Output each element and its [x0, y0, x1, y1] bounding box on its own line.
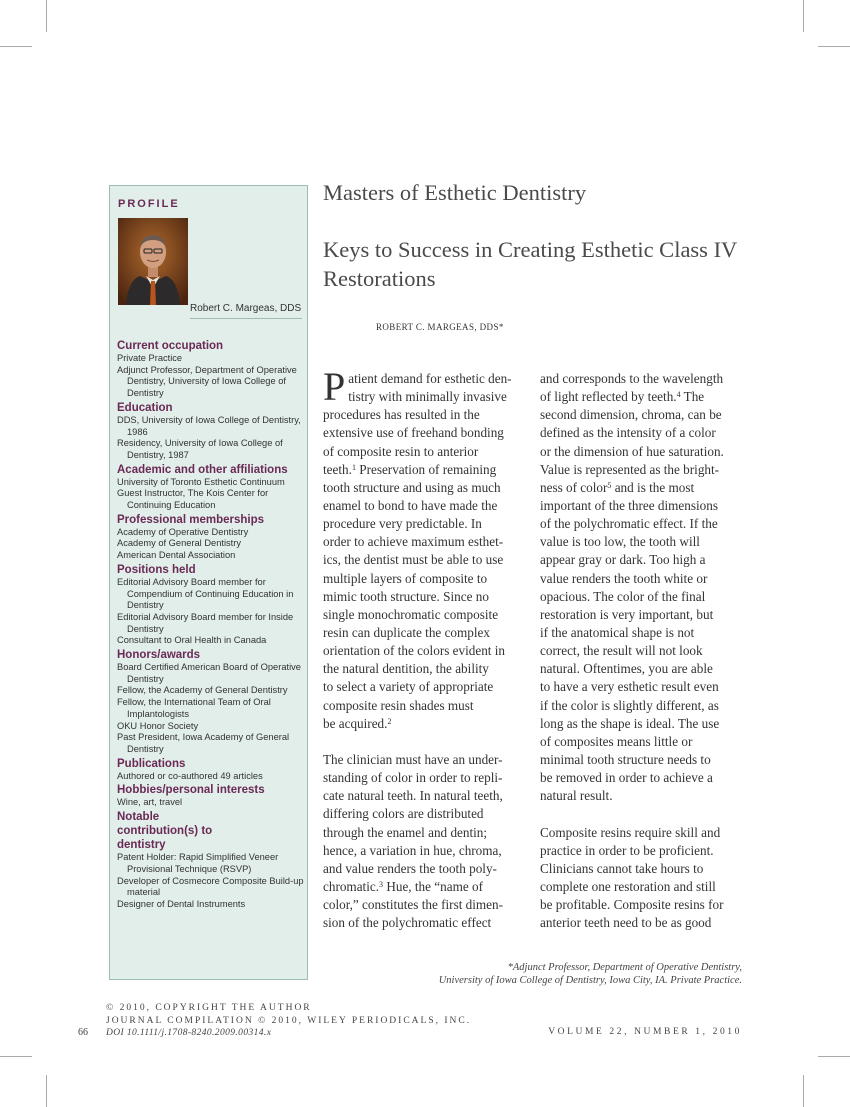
- profile-section: [117, 810, 305, 911]
- text-line: natural result.: [540, 788, 613, 804]
- text-line: practice in order to be proficient.: [540, 842, 714, 858]
- text-line: teeth.$^1$ Preservation of remaining: [323, 461, 497, 477]
- profile-section: [117, 463, 305, 512]
- section-heading: Publications: [117, 757, 186, 770]
- section-item: Residency, University of Iowa College of Dentistry, 1987: [117, 438, 283, 460]
- section-item: Editorial Advisory Board member for Compendium of Continuing Education in Dentistry: [117, 576, 294, 611]
- section-heading: Notable contribution(s) to dentistry: [117, 811, 213, 852]
- doi-line: DOI 10.1111/j.1708-8240.2009.00314.x: [106, 1028, 272, 1038]
- text-line: natural. Oftentimes, you are able: [540, 661, 713, 677]
- text-line: minimal tooth structure needs to: [540, 751, 711, 767]
- section-item: Designer of Dental Instruments: [117, 898, 246, 909]
- section-heading: Honors/awards: [117, 649, 201, 662]
- text-line: cate natural teeth. In natural teeth,: [323, 788, 503, 804]
- section-item: DDS, University of Iowa College of Dentistry, 1986: [117, 414, 301, 437]
- text-line: Composite resins require skill and: [540, 824, 721, 840]
- paragraph-gap: [323, 733, 523, 751]
- text-line: second dimension, chroma, can be: [540, 407, 722, 423]
- text-line: and value renders the tooth poly-: [323, 860, 497, 876]
- text-line: to have a very esthetic result even: [540, 679, 719, 695]
- page-number: 66: [78, 1027, 88, 1038]
- profile-sections: [117, 338, 305, 911]
- profile-section: [117, 339, 305, 400]
- series-title: Masters of Esthetic Dentistry: [323, 180, 587, 205]
- section-item: Developer of Cosmecore Composite Build-up material: [117, 875, 304, 898]
- profile-section: [117, 783, 305, 809]
- paragraph-gap: [540, 805, 740, 823]
- text-line: orientation of the colors evident in: [323, 643, 506, 659]
- crop-mark: [818, 46, 850, 47]
- text-line: opacious. The color of the final: [540, 588, 706, 604]
- text-line: composite resin shades must: [323, 697, 474, 713]
- section-item: University of Toronto Esthetic Continuum: [117, 476, 285, 487]
- crop-mark: [0, 1056, 32, 1057]
- profile-section: [117, 401, 305, 462]
- text-line: tistry with minimally invasive: [348, 389, 507, 405]
- section-item: Board Certified American Board of Operative Dentistry: [117, 662, 301, 684]
- section-item: Academy of General Dentistry: [117, 538, 242, 549]
- section-heading: Education: [117, 401, 173, 414]
- text-line: color,” constitutes the first dimen-: [323, 897, 504, 913]
- crop-mark: [0, 46, 32, 47]
- text-line: resin can duplicate the complex: [323, 624, 490, 640]
- text-line: be acquired.$^2$: [323, 715, 392, 731]
- section-item: Authored or co-authored 49 articles: [117, 770, 263, 781]
- section-heading: Current occupation: [117, 340, 224, 352]
- text-line: extensive use of freehand bonding: [323, 425, 504, 441]
- text-line: differing colors are distributed: [323, 806, 484, 822]
- section-heading: Professional memberships: [117, 513, 264, 526]
- compilation-line: JOURNAL COMPILATION © 2010, WILEY PERIODICALS, INC.: [106, 1015, 472, 1026]
- text-line: enamel to bond to have made the: [323, 497, 498, 513]
- text-line: The clinician must have an under-: [323, 751, 503, 767]
- section-item: Guest Instructor, The Kois Center for Continuing Education: [117, 488, 269, 511]
- text-line: if the anatomical shape is not: [540, 624, 695, 640]
- profile-sidebar: [109, 185, 308, 980]
- section-item: Editorial Advisory Board member for Inside Dentistry: [117, 611, 294, 634]
- text-line: complete one restoration and still: [540, 878, 716, 894]
- citation-superscript: 4: [676, 390, 681, 400]
- author-footnote: [439, 961, 742, 987]
- author-photo: [118, 218, 188, 305]
- text-line: defined as the intensity of a color: [540, 425, 716, 441]
- volume-info: VOLUME 22, NUMBER 1, 2010: [548, 1027, 742, 1037]
- text-line: chromatic.$^3$ Hue, the “name of: [323, 878, 483, 894]
- footnote-line: University of Iowa College of Dentistry, Iowa City, IA. Private Practice.: [438, 975, 742, 986]
- section-item: Fellow, the International Team of Oral Implantologists: [117, 697, 271, 719]
- citation-superscript: 2: [387, 716, 392, 726]
- profile-section: [117, 563, 305, 647]
- text-line: if the color is slightly different, as: [540, 697, 719, 713]
- text-line: multiple layers of composite to: [323, 570, 488, 586]
- text-line: sion of the polychromatic effect: [323, 915, 492, 931]
- section-heading: Academic and other affiliations: [117, 463, 288, 476]
- article-title: Keys to Success in Creating Esthetic Class IV Restorations: [323, 237, 737, 291]
- profile-label: PROFILE: [118, 198, 180, 210]
- text-line: or the dimension of hue saturation.: [540, 443, 724, 459]
- section-item: Past President, Iowa Academy of General Dentistry: [117, 732, 290, 754]
- section-item: Fellow, the Academy of General Dentistry: [117, 685, 288, 696]
- text-line: restoration is very important, but: [540, 606, 714, 622]
- text-line: procedure very predictable. In: [323, 516, 482, 532]
- citation-superscript: 1: [351, 462, 356, 472]
- text-line: appear gray or dark. Too high a: [540, 552, 706, 568]
- text-line: be removed in order to achieve a: [540, 770, 713, 786]
- text-line: correct, the result will not look: [540, 643, 703, 659]
- section-item: Consultant to Oral Health in Canada: [117, 635, 267, 646]
- photo-caption: Robert C. Margeas, DDS: [190, 303, 302, 314]
- text-line: be profitable. Composite resins for: [540, 897, 724, 913]
- text-line: through the enamel and dentin;: [323, 824, 488, 840]
- section-item: Private Practice: [117, 353, 183, 363]
- drop-cap: P: [323, 364, 346, 409]
- page-footer: [106, 1002, 471, 1040]
- text-line: hence, a variation in hue, chroma,: [323, 842, 502, 858]
- text-line: Value is represented as the bright-: [540, 461, 720, 477]
- byline: ROBERT C. MARGEAS, DDS*: [376, 322, 504, 332]
- crop-mark: [818, 1056, 850, 1057]
- text-line: value renders the tooth white or: [540, 570, 708, 586]
- crop-mark: [46, 1075, 47, 1107]
- section-item: Adjunct Professor, Department of Operative Dentistry, University of Iowa College of Dentistry: [117, 364, 297, 399]
- section-heading: Hobbies/personal interests: [117, 784, 265, 797]
- crop-mark: [46, 0, 47, 32]
- text-line: and corresponds to the wavelength: [540, 371, 724, 386]
- text-line: important of the three dimensions: [540, 497, 718, 513]
- text-line: standing of color in order to repli-: [323, 770, 503, 786]
- profile-section: [117, 757, 305, 783]
- text-line: order to achieve maximum esthet-: [323, 534, 504, 550]
- crop-mark: [803, 1075, 804, 1107]
- text-line: ics, the dentist must be able to use: [323, 552, 504, 568]
- text-line: value is too low, the tooth will: [540, 534, 700, 550]
- text-line: to select a variety of appropriate: [323, 679, 494, 695]
- text-line: procedures has resulted in the: [323, 407, 480, 423]
- body-column-2: [540, 370, 740, 932]
- citation-superscript: 3: [379, 879, 384, 889]
- body-column-1: [323, 364, 523, 932]
- profile-section: [117, 513, 305, 562]
- section-item: OKU Honor Society: [117, 720, 199, 731]
- section-item: Academy of Operative Dentistry: [117, 526, 249, 537]
- text-line: tooth structure and using as much: [323, 479, 501, 495]
- section-item: American Dental Association: [117, 550, 236, 561]
- text-line: ness of color$^5$ and is the most: [540, 479, 695, 495]
- caption-rule: [190, 318, 302, 319]
- text-line: single monochromatic composite: [323, 606, 499, 622]
- section-heading: Positions held: [117, 563, 196, 576]
- text-line: long as the shape is ideal. The use: [540, 715, 720, 731]
- section-item: Wine, art, travel: [117, 797, 183, 808]
- text-line: mimic tooth structure. Since no: [323, 588, 489, 604]
- citation-superscript: 5: [607, 480, 612, 490]
- footnote-line: *Adjunct Professor, Department of Operative Dentistry,: [507, 962, 742, 973]
- text-line: the natural dentition, the ability: [323, 661, 489, 677]
- text-line: of the polychromatic effect. If the: [540, 516, 718, 532]
- text-line: of composites means little or: [540, 733, 693, 749]
- section-item: Patent Holder: Rapid Simplified Veneer Provisional Technique (RSVP): [117, 852, 279, 874]
- text-line: of composite resin to anterior: [323, 443, 479, 459]
- text-line: of light reflected by teeth.$^4$ The: [540, 389, 705, 405]
- crop-mark: [803, 0, 804, 32]
- copyright-line: © 2010, COPYRIGHT THE AUTHOR: [106, 1003, 312, 1013]
- text-line: Clinicians cannot take hours to: [540, 860, 704, 876]
- text-line: atient demand for esthetic den-: [348, 371, 512, 386]
- profile-section: [117, 648, 305, 756]
- text-line: anterior teeth need to be as good: [540, 915, 712, 931]
